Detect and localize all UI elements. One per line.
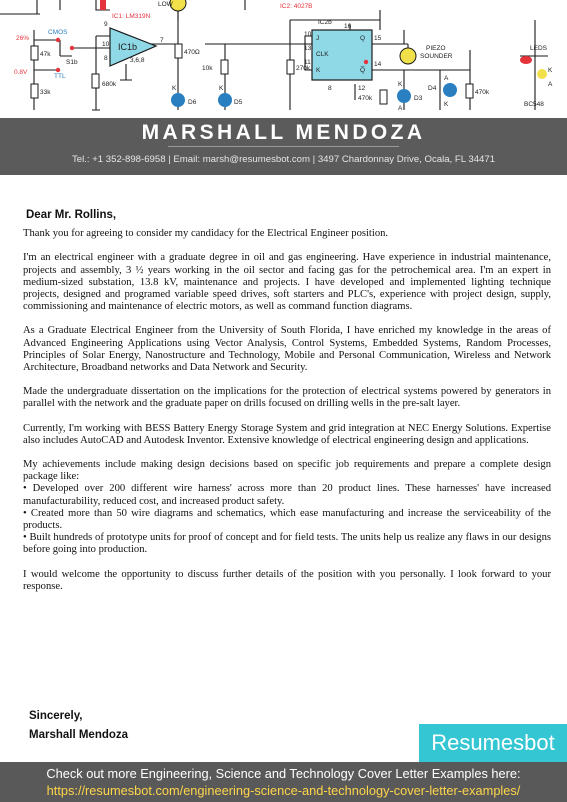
svg-text:A: A xyxy=(548,81,553,88)
signoff-block xyxy=(29,707,128,745)
svg-text:A: A xyxy=(444,75,449,82)
svg-text:Q: Q xyxy=(360,35,366,42)
resumesbot-brand-button[interactable]: Resumesbot xyxy=(419,724,567,762)
svg-text:CMOS: CMOS xyxy=(48,29,68,36)
list-item: • Created more than 50 wire diagrams and schematics, which ease manufacturing and increase the serviceability of the products. xyxy=(23,507,551,532)
applicant-name: MARSHALL MENDOZA xyxy=(141,121,426,144)
svg-text:9: 9 xyxy=(104,21,108,28)
svg-text:IC2b: IC2b xyxy=(318,19,332,26)
svg-text:3,6,8: 3,6,8 xyxy=(130,57,145,64)
letter-paragraph-1: Thank you for agreeing to consider my candidacy for the Electrical Engineer position. xyxy=(23,228,389,240)
svg-text:K: K xyxy=(444,101,449,108)
svg-text:13: 13 xyxy=(304,45,312,52)
svg-text:7: 7 xyxy=(160,37,164,44)
svg-text:A: A xyxy=(398,105,403,112)
svg-text:33k: 33k xyxy=(40,89,51,96)
svg-text:PIEZO: PIEZO xyxy=(426,45,446,52)
footer-banner xyxy=(0,762,567,802)
svg-text:10k: 10k xyxy=(202,65,213,72)
svg-text:BC548: BC548 xyxy=(524,101,544,108)
svg-text:CLK: CLK xyxy=(316,51,329,58)
svg-text:D5: D5 xyxy=(234,99,243,106)
svg-text:14: 14 xyxy=(374,61,382,68)
list-item: • Built hundreds of prototype units for proof of concept and for field tests. The units help us realize any flaws in our designs before going into production. xyxy=(23,532,551,556)
svg-text:J: J xyxy=(316,35,320,42)
svg-text:IC2: 4027B: IC2: 4027B xyxy=(280,3,313,10)
svg-text:16: 16 xyxy=(344,23,352,30)
letter-paragraph-5: Currently, I'm working with BESS Battery Energy Storage System and grid integration at NEC Energy Solutions. Expertise also includes AutoCAD and Autodesk Inventor. Extensive knowledge of electrical engineering design and applications. xyxy=(23,422,551,446)
svg-text:K: K xyxy=(398,81,403,88)
svg-text:IC1: LM319N: IC1: LM319N xyxy=(112,13,151,20)
svg-text:11: 11 xyxy=(304,59,311,66)
svg-text:LEDS: LEDS xyxy=(530,45,547,52)
letter-paragraph-3: As a Graduate Electrical Engineer from the University of South Florida, I have enriched my knowledge in the areas of Advanced Engineering Applications using Vector Analysis, Control Systems, Embedded Systems, Random Processes, Principles of Solar Energy, Nanostructure and Technology, Mobile and Personal Communication, Wireless and Network Architecture, Broadband networks and Data Network and Security. xyxy=(23,325,551,374)
achievements-block xyxy=(23,459,551,557)
svg-text:K: K xyxy=(172,85,177,92)
letter-paragraph-4: Made the undergraduate dissertation on the implications for the protection of electrical systems powered by generators in parallel with the network and the graduate paper on drills focused on drilling wells in the pre-salt layer. xyxy=(23,386,551,410)
svg-text:S1b: S1b xyxy=(66,59,78,66)
svg-text:D3: D3 xyxy=(414,95,423,102)
letter-paragraph-2: I'm an electrical engineer with a graduate degree in oil and gas engineering. Have experience in industrial maintenance, projects and assembly, 3 ½ years working in the oil sector and facing gas for the petrochemical area. I'm an expert in medium-sized substation, 13.8 kV, maintenance and projects. I have developed and implemented lighting technique projects, designed and programed variable speed drives, soft starters and PLC's, experience with project design, supply, commissioning and maintenance of electric motors, as well as command function diagrams. xyxy=(23,252,551,313)
svg-text:D6: D6 xyxy=(188,99,197,106)
svg-text:10: 10 xyxy=(304,31,312,38)
svg-text:IC1b: IC1b xyxy=(118,42,138,52)
contact-line: Tel.: +1 352-898-6958 | Email: marsh@resumesbot.com | 3497 Chardonnay Drive, Ocala, FL 34471 xyxy=(71,154,496,165)
svg-text:0.8V: 0.8V xyxy=(14,69,28,76)
footer-link[interactable]: https://resumesbot.com/engineering-science-and-technology-cover-letter-examples/ xyxy=(46,783,521,798)
svg-text:47k: 47k xyxy=(40,51,51,58)
svg-text:15: 15 xyxy=(374,35,382,42)
svg-text:8: 8 xyxy=(328,85,332,92)
svg-text:26%: 26% xyxy=(16,35,30,42)
svg-text:SOUNDER: SOUNDER xyxy=(420,53,453,60)
achievements-list xyxy=(23,483,551,556)
svg-text:470Ω: 470Ω xyxy=(184,49,200,56)
svg-text:D4: D4 xyxy=(428,85,437,92)
closing: Sincerely, xyxy=(29,710,83,722)
svg-text:TTL: TTL xyxy=(54,73,66,80)
signature-name: Marshall Mendoza xyxy=(29,729,129,741)
svg-text:K: K xyxy=(316,67,321,74)
achievements-intro: My achievements include making design decisions based on specific job requirements and prepare a complete design package like: xyxy=(23,459,551,483)
svg-text:8: 8 xyxy=(104,55,108,62)
letter-body xyxy=(23,209,551,605)
svg-text:K: K xyxy=(548,67,553,74)
salutation: Dear Mr. Rollins, xyxy=(26,209,117,221)
svg-text:270k: 270k xyxy=(296,65,311,72)
svg-text:K: K xyxy=(219,85,224,92)
svg-text:680k: 680k xyxy=(102,81,117,88)
svg-text:Q̅: Q̅ xyxy=(360,67,366,74)
svg-text:470k: 470k xyxy=(475,89,490,96)
svg-text:12: 12 xyxy=(358,85,366,92)
header-schematic-art xyxy=(0,0,567,118)
svg-text:10: 10 xyxy=(102,41,110,48)
svg-text:470k: 470k xyxy=(358,95,373,102)
footer-text: Check out more Engineering, Science and Technology Cover Letter Examples here: xyxy=(46,766,521,781)
list-item: • Developed over 200 different wire harness' across more than 20 product lines. These harnesses' have increased manufacturability, reduced cost, and increased product safety. xyxy=(23,483,551,507)
letter-paragraph-closing: I would welcome the opportunity to discuss further details of the position with you personally. I look forward to your response. xyxy=(23,568,551,592)
name-divider xyxy=(168,146,399,147)
svg-text:LOW: LOW xyxy=(158,1,173,8)
